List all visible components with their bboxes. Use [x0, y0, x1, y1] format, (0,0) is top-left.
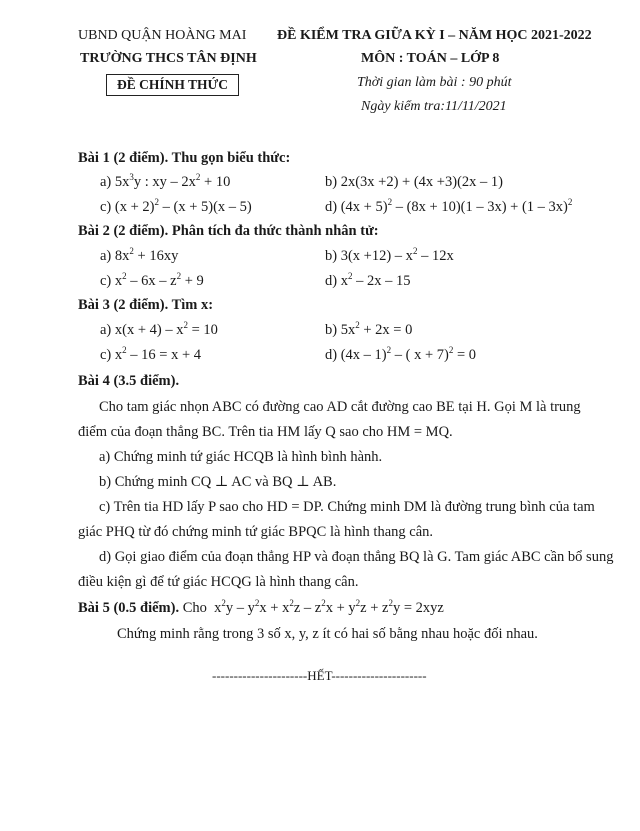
bai2-d: d) $x^2 - 2x - 15$: [325, 271, 411, 289]
bai2-a: a) $8x^2 + 16xy$: [100, 246, 179, 264]
bai1-b: b) 2x(3x +2) + (4x +3)(2x – 1): [325, 174, 503, 190]
bai4-c-line1: c) Trên tia HD lấy P sao cho HD = DP. Chứng minh DM là đường trung bình của tam: [99, 499, 595, 515]
official-box: ĐỀ CHÍNH THỨC: [106, 74, 239, 96]
bai3-title: Bài 3 (2 điểm). Tìm x:: [78, 297, 214, 313]
exam-date: Ngày kiểm tra:11/11/2021: [361, 99, 507, 114]
time-limit: Thời gian làm bài : 90 phút: [357, 75, 512, 90]
end-marker: ----------------------HẾT----------------------: [212, 668, 427, 683]
bai5-intro: Cho: [182, 600, 207, 616]
department-name: UBND QUẬN HOÀNG MAI: [78, 28, 247, 43]
bai5-title: Bài 5 (0.5 điểm).: [78, 600, 180, 616]
bai1-d: d) $(4x + 5)^2 - (8x + 10)(1 - 3x) + (1 - 3x)^2$: [325, 197, 573, 215]
exam-title: ĐỀ KIỂM TRA GIỮA KỲ I – NĂM HỌC 2021-2022: [277, 28, 592, 43]
bai2-b: b) $3(x +12) - x^2 - 12x$: [325, 246, 454, 264]
bai5-line: [78, 600, 444, 617]
bai2-c: c) $x^2 - 6x - z^2 + 9$: [100, 271, 204, 289]
bai4-p1-line2: điểm của đoạn thẳng BC. Trên tia HM lấy Q sao cho HM = MQ.: [78, 424, 453, 440]
bai4-d-line2: điều kiện gì để tứ giác HCQG là hình thang cân.: [78, 574, 359, 590]
bai3-a: a) $x(x + 4) - x^2 = 10$: [100, 320, 218, 338]
bai1-c: c) $(x + 2)^2 - (x + 5)(x - 5)$: [100, 197, 252, 215]
bai3-c: c) $x^2 - 16 = x + 4$: [100, 345, 201, 363]
bai4-title: Bài 4 (3.5 điểm).: [78, 373, 180, 389]
bai4-d-line1: d) Gọi giao điểm của đoạn thẳng HP và đoạn thẳng BQ là G. Tam giác ABC cần bổ sung: [99, 549, 614, 565]
school-name: TRƯỜNG THCS TÂN ĐỊNH: [80, 51, 257, 66]
bai1-title: Bài 1 (2 điểm). Thu gọn biểu thức:: [78, 150, 291, 166]
bai4-p1-line1: Cho tam giác nhọn ABC có đường cao AD cắt đường cao BE tại H. Gọi M là trung: [99, 399, 581, 415]
bai4-a: a) Chứng minh tứ giác HCQB là hình bình hành.: [99, 449, 383, 465]
bai5-equation: $x^2y - y^2x + x^2z - z^2x + y^2z + z^2y = 2xyz$: [214, 598, 444, 616]
bai2-title: Bài 2 (2 điểm). Phân tích đa thức thành nhân tử:: [78, 223, 379, 239]
bai3-b: b) $5x^2 + 2x = 0$: [325, 320, 413, 338]
bai4-b: b) Chứng minh CQ ⊥ AC và BQ ⊥ AB.: [99, 474, 337, 490]
bai3-d: d) (4x – 1)$^2$ – ( x + 7)$^2$ = 0: [325, 345, 477, 363]
bai4-c-line2: giác PHQ từ đó chứng minh tứ giác BPQC là hình thang cân.: [78, 524, 434, 540]
bai1-a: a) $5x^3y$ : xy – $2x^2 + 10$: [100, 172, 231, 190]
bai5-prove: Chứng minh rằng trong 3 số x, y, z ít có hai số bằng nhau hoặc đối nhau.: [117, 626, 538, 642]
subject-grade: MÔN : TOÁN – LỚP 8: [361, 51, 500, 66]
